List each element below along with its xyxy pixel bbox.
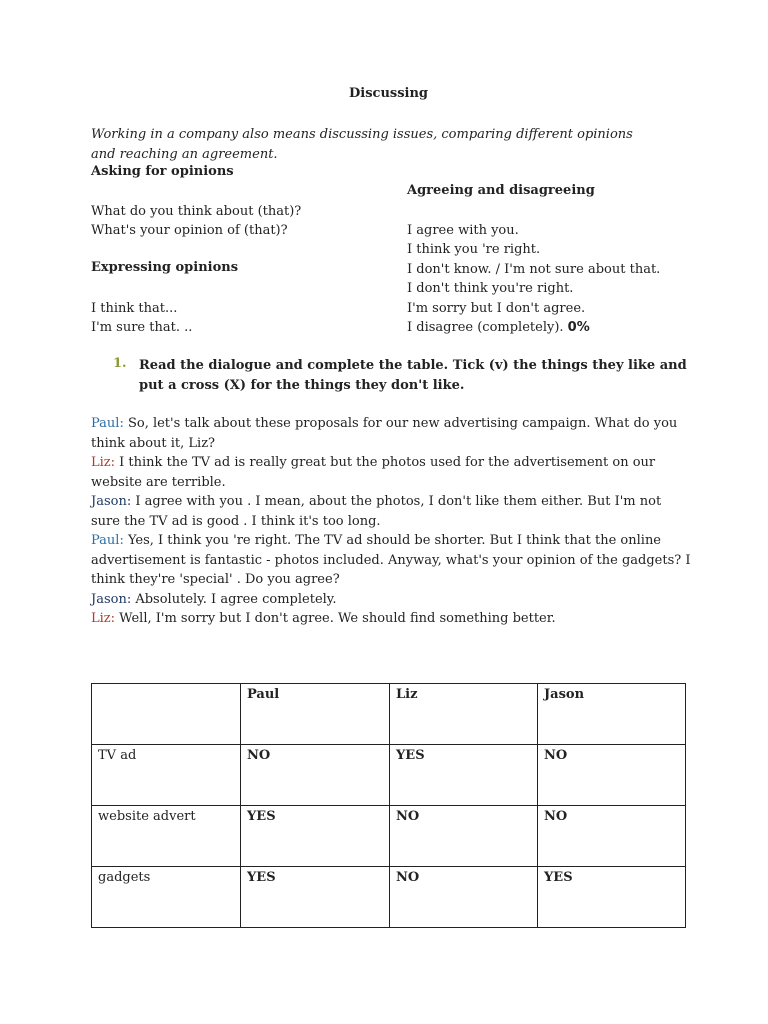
exercise-instruction: Read the dialogue and complete the table. Tick (v) the things they like and put a cross (X) for the things they don't like. (139, 358, 687, 393)
speaker-name: Liz: (91, 455, 116, 470)
dialogue-text: Yes, I think you 're right. The TV ad should be shorter. But I think that the online advertisement is fantastic - photos included. Anyway, what's your opinion of the gadgets? I think they're 'special' . Do you agree? (91, 533, 691, 587)
speaker-name: Liz: (91, 611, 116, 626)
agreeing-phrase-last (407, 318, 590, 338)
table-header-row (92, 684, 686, 745)
agreeing-heading: Agreeing and disagreeing (407, 183, 595, 198)
results-table (91, 683, 686, 928)
page-title: Discussing (349, 86, 429, 101)
table-cell: YES (390, 745, 538, 806)
row-label: gadgets (92, 867, 241, 928)
dialogue-text: So, let's talk about these proposals for our new advertising campaign. What do you think about it, Liz? (91, 416, 678, 451)
row-label: TV ad (92, 745, 241, 806)
agreeing-phrase: I'm sorry but I don't agree. (407, 301, 586, 316)
expressing-phrase: I think that... (91, 301, 178, 316)
table-cell: NO (390, 867, 538, 928)
table-row (92, 745, 686, 806)
speaker-name: Paul: (91, 416, 124, 431)
dialogue-line (91, 453, 691, 492)
table-cell: YES (538, 867, 686, 928)
table-row (92, 806, 686, 867)
speaker-name: Paul: (91, 533, 124, 548)
exercise-number: 1. (113, 356, 127, 371)
dialogue-line (91, 531, 691, 590)
table-cell: NO (538, 745, 686, 806)
dialogue-line (91, 414, 691, 453)
agreeing-phrase: I think you 're right. (407, 242, 541, 257)
dialogue-line (91, 590, 691, 610)
asking-phrase: What do you think about (that)? (91, 204, 302, 219)
agreeing-phrase: I don't think you're right. (407, 281, 574, 296)
dialogue (91, 414, 691, 629)
percent-mark: 0% (567, 320, 590, 335)
speaker-name: Jason: (91, 591, 132, 607)
asking-heading: Asking for opinions (91, 164, 234, 179)
table-cell: NO (538, 806, 686, 867)
agreeing-phrase: I agree with you. (407, 223, 519, 238)
speaker-name: Jason: (91, 494, 132, 509)
table-header-cell: Jason (538, 684, 686, 745)
agreeing-phrase: I don't know. / I'm not sure about that. (407, 262, 661, 277)
table-cell: YES (241, 867, 390, 928)
table-header-cell (92, 684, 241, 745)
dialogue-line (91, 492, 691, 531)
expressing-heading: Expressing opinions (91, 260, 239, 275)
intro-paragraph: Working in a company also means discussing issues, comparing different opinions and reaching an agreement. (91, 127, 633, 162)
table-cell: NO (390, 806, 538, 867)
dialogue-text: Absolutely. I agree completely. (131, 591, 337, 607)
dialogue-text: Well, I'm sorry but I don't agree. We should find something better. (115, 611, 556, 626)
dialogue-text: I agree with you . I mean, about the photos, I don't like them either. But I'm not sure the TV ad is good . I think it's too long. (91, 494, 662, 529)
table-cell: YES (241, 806, 390, 867)
table-header-cell: Paul (241, 684, 390, 745)
table-row (92, 867, 686, 928)
expressing-phrase: I'm sure that. .. (91, 320, 193, 335)
asking-phrase: What's your opinion of (that)? (91, 223, 288, 238)
dialogue-text: I think the TV ad is really great but the photos used for the advertisement on our website are terrible. (91, 455, 656, 490)
table-cell: NO (241, 745, 390, 806)
agreeing-phrase: I disagree (completely). (407, 320, 564, 335)
dialogue-line (91, 609, 691, 629)
table-header-cell: Liz (390, 684, 538, 745)
row-label: website advert (92, 806, 241, 867)
